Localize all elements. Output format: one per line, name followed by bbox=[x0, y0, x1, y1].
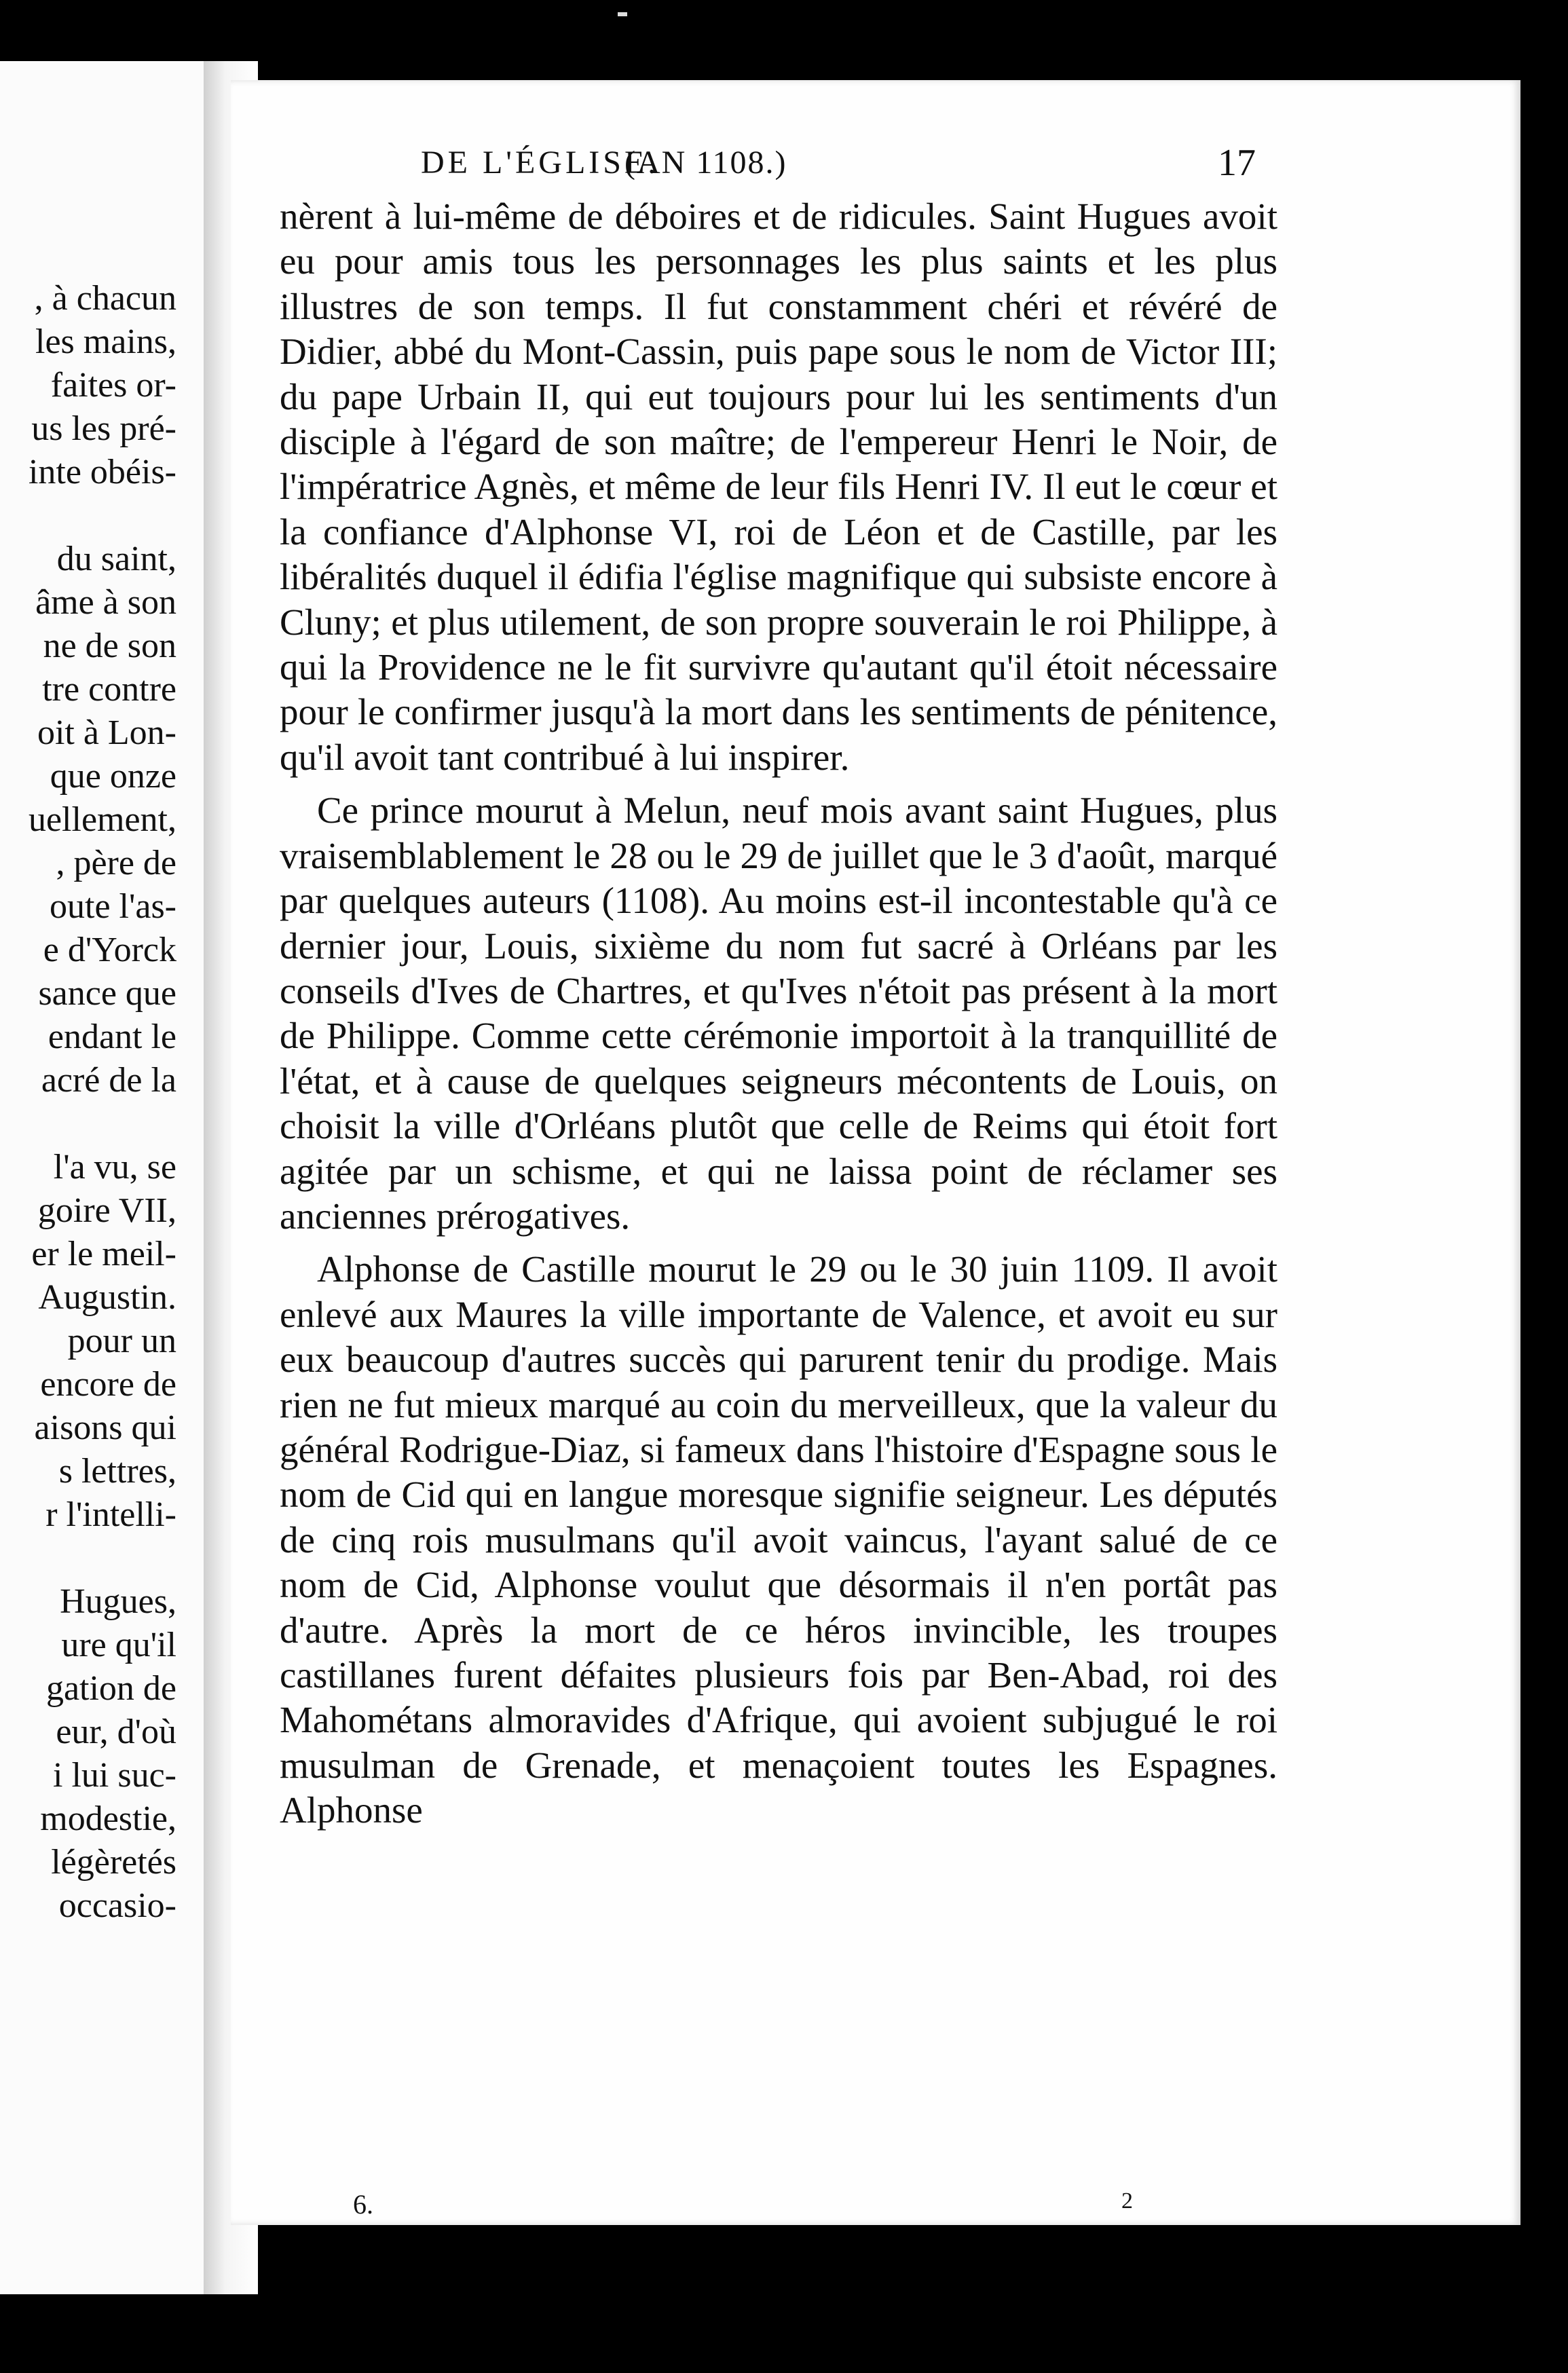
left-page-line: légèretés bbox=[51, 1843, 176, 1882]
left-facing-page bbox=[0, 61, 224, 2294]
header-year: (AN 1108.) bbox=[624, 145, 787, 181]
left-page-line: endant le bbox=[48, 1017, 176, 1056]
left-page-line: i lui suc- bbox=[53, 1756, 176, 1795]
left-page-line: goire VII, bbox=[37, 1191, 176, 1230]
left-page-line: inte obéis- bbox=[28, 453, 176, 491]
running-header bbox=[421, 144, 1256, 191]
running-title: DE L'ÉGLISE. bbox=[421, 145, 660, 181]
left-page-line: que onze bbox=[50, 757, 176, 796]
left-page-line: eur, d'où bbox=[56, 1713, 176, 1751]
left-page-line: les mains, bbox=[35, 322, 176, 361]
left-page-line: us les pré- bbox=[31, 409, 176, 448]
left-page-line: faites or- bbox=[50, 366, 176, 405]
left-page-line: occasio- bbox=[58, 1886, 176, 1925]
left-page-line: oit à Lon- bbox=[37, 713, 176, 752]
left-page-line: ne de son bbox=[43, 627, 176, 665]
scan-mark bbox=[618, 12, 627, 16]
left-page-line: pour un bbox=[67, 1322, 176, 1360]
left-page-line: s lettres, bbox=[58, 1452, 176, 1491]
left-page-line: , à chacun bbox=[34, 279, 176, 318]
paragraph: nèrent à lui-même de déboires et de ridicules. Saint Hugues avoit eu pour amis tous les personnages les plus saints et les plus illustres de son temps. Il fut constamment chéri et révéré de Didier, abbé du Mont-Cassin, puis pape sous le nom de Victor III; du pape Urbain II, qui eut toujours pour lui les sentiments d'un disciple à l'égard de son maître; de l'empereur Henri le Noir, de l'impératrice Agnès, et même de leur fils Henri IV. Il eut le cœur et la confiance d'Alphonse VI, roi de Léon et de Castille, par les libéralités duquel il édifia l'église magnifique qui subsiste encore à Cluny; et plus utilement, de son propre souverain le roi Philippe, à qui la Providence ne le fit survivre qu'autant qu'il étoit nécessaire pour le confirmer jusqu'à la mort dans les sentiments de pénitence, qu'il avoit tant contribué à lui inspirer. bbox=[280, 195, 1277, 778]
left-page-line: encore de bbox=[40, 1365, 176, 1404]
left-page-line: r l'intelli- bbox=[45, 1495, 176, 1534]
left-page-line: uellement, bbox=[28, 800, 176, 839]
left-page-line: , père de bbox=[56, 844, 176, 882]
left-page-line: gation de bbox=[45, 1669, 176, 1708]
paragraph: Ce prince mourut à Melun, neuf mois avant saint Hugues, plus vraisemblablement le 28 ou le 29 de juillet que le 3 d'août, marqué par quelques auteurs (1108). Au moins est-il incontestable qu'à ce dernier jour, Louis, sixième du nom fut sacré à Orléans par les conseils d'Ives de Chartres, et qu'Ives n'étoit pas présent à la mort de Philippe. Comme cette cérémonie importoit à la tranquillité de l'état, et à cause de quelques seigneurs mécontents de Louis, on choisit la ville d'Orléans plutôt que celle de Reims qui étoit fort agitée par un schisme, et qui ne laissa point de réclamer ses anciennes prérogatives. bbox=[280, 789, 1277, 1237]
left-page-line: ure qu'il bbox=[61, 1626, 176, 1664]
left-page-line: l'a vu, se bbox=[53, 1148, 176, 1186]
left-page-line: du saint, bbox=[56, 540, 176, 578]
signature-mark-right: 2 bbox=[1121, 2188, 1133, 2213]
left-page-line: Augustin. bbox=[38, 1278, 176, 1317]
left-page-line: er le meil- bbox=[31, 1235, 176, 1273]
paragraph: Alphonse de Castille mourut le 29 ou le 30 juin 1109. Il avoit enlevé aux Maures la ville importante de Valence, et avoit eu sur eux beaucoup d'autres succès qui parurent tenir du prodige. Mais rien ne fut mieux marqué au coin du merveilleux, que la valeur du général Rodrigue-Diaz, si fameux dans l'histoire d'Espagne sous le nom de Cid qui en langue moresque signifie seigneur. Les députés de cinq rois musulmans qu'il avoit vaincus, l'ayant salué de ce nom de Cid, Alphonse voulut que désormais il n'en portât pas d'autre. Après la mort de ce héros invincible, les troupes castillanes furent défaites plusieurs fois par Ben-Abad, roi des Mahométans almoravides d'Afrique, qui avoient subjugué le roi musulman de Grenade, et menaçoient toutes les Espagnes. Alphonse bbox=[280, 1248, 1277, 1831]
signature-mark: 6. bbox=[353, 2189, 373, 2220]
left-page-line: oute l'as- bbox=[50, 887, 176, 926]
left-page-line: e d'Yorck bbox=[43, 931, 176, 969]
left-page-line: tre contre bbox=[42, 670, 176, 709]
left-page-line: âme à son bbox=[35, 583, 176, 622]
left-page-line: acré de la bbox=[41, 1061, 176, 1100]
page-number: 17 bbox=[1218, 142, 1256, 184]
left-page-line: aisons qui bbox=[34, 1408, 176, 1447]
left-page-line: modestie, bbox=[40, 1799, 176, 1838]
body-text bbox=[280, 194, 1277, 1833]
left-page-line: sance que bbox=[38, 974, 176, 1013]
left-page-line: Hugues, bbox=[60, 1582, 176, 1621]
